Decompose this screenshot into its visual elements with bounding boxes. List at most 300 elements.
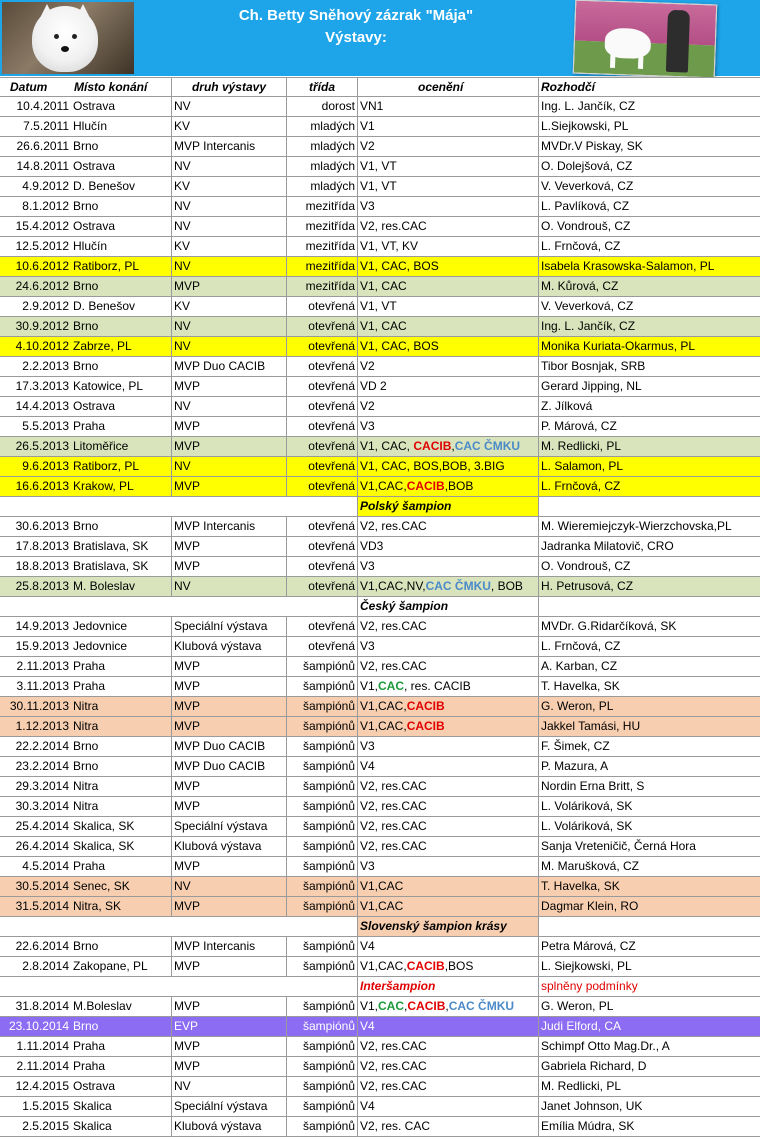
show-type-cell: MVP — [171, 957, 286, 976]
class-cell: šampiónů — [286, 1117, 357, 1136]
award-segment: CAC ČMKU — [425, 579, 491, 593]
date-cell: 2.9.2012 — [22, 299, 69, 313]
award-cell — [357, 117, 538, 136]
judge-cell: M. Marušková, CZ — [538, 857, 760, 876]
table-row — [0, 377, 760, 397]
table-row — [0, 417, 760, 437]
date-cell: 30.11.2013 — [9, 699, 69, 713]
award-segment: V2, res.CAC — [360, 799, 427, 813]
show-type-cell: NV — [171, 97, 286, 116]
award-cell — [357, 177, 538, 196]
show-type-cell: KV — [171, 237, 286, 256]
judge-cell: M. Redlicki, PL — [538, 437, 760, 456]
award-cell — [357, 957, 538, 976]
table-row — [0, 277, 760, 297]
place-cell: Brno — [73, 939, 99, 953]
date-cell: 29.3.2014 — [15, 779, 69, 793]
place-cell: Jedovnice — [73, 619, 128, 633]
title-achievement: Český šampion — [357, 597, 538, 616]
class-cell: šampiónů — [286, 697, 357, 716]
place-cell: Brno — [73, 1019, 99, 1033]
table-header-row — [0, 77, 760, 97]
class-cell: mezitřída — [286, 217, 357, 236]
title-row — [0, 597, 760, 617]
title-achievement: Interšampion — [357, 977, 538, 996]
judge-cell: V. Veverková, CZ — [538, 177, 760, 196]
show-type-cell: MVP — [171, 897, 286, 916]
award-segment: V2, res.CAC — [360, 1059, 427, 1073]
award-segment: V2 — [360, 139, 375, 153]
date-cell: 18.8.2013 — [15, 559, 69, 573]
judge-cell: L. Voláriková, SK — [538, 817, 760, 836]
class-cell: otevřená — [286, 337, 357, 356]
award-segment: , res. CACIB — [404, 679, 471, 693]
award-segment: V4 — [360, 939, 375, 953]
table-row — [0, 117, 760, 137]
header-show-type: druh výstavy — [171, 78, 286, 97]
judge-cell: M. Kůrová, CZ — [538, 277, 760, 296]
judge-cell: L. Voláriková, SK — [538, 797, 760, 816]
class-cell: otevřená — [286, 637, 357, 656]
judge-cell: P. Mazura, A — [538, 757, 760, 776]
table-row — [0, 137, 760, 157]
table-row — [0, 1097, 760, 1117]
date-cell: 2.2.2013 — [22, 359, 69, 373]
award-segment: V3 — [360, 739, 375, 753]
show-type-cell: KV — [171, 117, 286, 136]
table-row — [0, 957, 760, 977]
judge-cell: MVDr.V Piskay, SK — [538, 137, 760, 156]
award-cell — [357, 837, 538, 856]
judge-cell: L. Frnčová, CZ — [538, 477, 760, 496]
date-cell: 22.6.2014 — [15, 939, 69, 953]
class-cell: otevřená — [286, 377, 357, 396]
class-cell: dorost — [286, 97, 357, 116]
show-type-cell: Speciální výstava — [171, 617, 286, 636]
show-type-cell: NV — [171, 317, 286, 336]
award-cell — [357, 1037, 538, 1056]
show-type-cell: MVP — [171, 477, 286, 496]
award-segment: V2, res.CAC — [360, 1079, 427, 1093]
shows-table — [0, 77, 760, 1137]
show-type-cell: Klubová výstava — [171, 637, 286, 656]
show-type-cell: MVP — [171, 437, 286, 456]
place-cell: Brno — [73, 359, 99, 373]
place-cell: Ratiborz, PL — [73, 459, 140, 473]
class-cell: mezitřída — [286, 197, 357, 216]
award-cell — [357, 417, 538, 436]
judge-cell: L. Frnčová, CZ — [538, 237, 760, 256]
award-segment: CACIB — [406, 479, 445, 493]
table-row — [0, 297, 760, 317]
award-segment: V2, res.CAC — [360, 839, 427, 853]
date-cell: 14.4.2013 — [15, 399, 69, 413]
award-segment: V1, VT — [360, 179, 397, 193]
place-cell: M. Boleslav — [73, 579, 136, 593]
show-type-cell: MVP — [171, 697, 286, 716]
place-cell: Ratiborz, PL — [73, 259, 140, 273]
judge-cell: M. Wieremiejczyk-Wierzchovska,PL — [538, 517, 760, 536]
title-row — [0, 977, 760, 997]
date-cell: 25.4.2014 — [15, 819, 69, 833]
place-cell: Senec, SK — [73, 879, 130, 893]
judge-cell: Ing. L. Jančík, CZ — [538, 97, 760, 116]
place-cell: Nitra — [73, 779, 99, 793]
place-cell: Praha — [73, 659, 106, 673]
award-cell — [357, 537, 538, 556]
award-cell — [357, 337, 538, 356]
class-cell: šampiónů — [286, 857, 357, 876]
class-cell: otevřená — [286, 317, 357, 336]
show-type-cell: NV — [171, 877, 286, 896]
class-cell: šampiónů — [286, 937, 357, 956]
date-cell: 22.2.2014 — [15, 739, 69, 753]
table-row — [0, 357, 760, 377]
table-row — [0, 737, 760, 757]
award-segment: V4 — [360, 1019, 375, 1033]
dog-portrait-photo — [2, 2, 134, 74]
place-cell: Ostrava — [73, 99, 116, 113]
judge-cell: T. Havelka, SK — [538, 677, 760, 696]
date-cell: 2.11.2013 — [16, 659, 69, 673]
table-row — [0, 837, 760, 857]
award-segment: CACIB — [406, 959, 445, 973]
award-cell — [357, 157, 538, 176]
date-cell: 2.5.2015 — [22, 1119, 69, 1133]
show-type-cell: MVP — [171, 417, 286, 436]
award-cell — [357, 557, 538, 576]
show-type-cell: MVP Intercanis — [171, 517, 286, 536]
award-segment: , BOB — [490, 579, 523, 593]
award-cell — [357, 517, 538, 536]
award-cell — [357, 657, 538, 676]
date-cell: 5.5.2013 — [22, 419, 69, 433]
judge-cell: V. Veverková, CZ — [538, 297, 760, 316]
date-cell: 17.8.2013 — [15, 539, 69, 553]
award-cell — [357, 137, 538, 156]
award-segment: V1,CAC, — [360, 479, 407, 493]
award-segment: ,BOB — [444, 479, 474, 493]
class-cell: šampiónů — [286, 897, 357, 916]
table-row — [0, 477, 760, 497]
header-award: ocenění — [357, 78, 538, 97]
date-cell: 10.6.2012 — [15, 259, 69, 273]
date-cell: 7.5.2011 — [23, 119, 69, 133]
class-cell: šampiónů — [286, 1057, 357, 1076]
judge-cell: G. Weron, PL — [538, 697, 760, 716]
date-cell: 31.5.2014 — [15, 899, 69, 913]
award-segment: V3 — [360, 559, 375, 573]
award-cell — [357, 777, 538, 796]
class-cell: mezitřída — [286, 257, 357, 276]
award-segment: V1,CAC,NV, — [360, 579, 426, 593]
award-segment: V2, res.CAC — [360, 659, 427, 673]
title-achievement: Slovenský šampion krásy — [357, 917, 538, 936]
award-segment: V4 — [360, 1099, 375, 1113]
award-cell — [357, 397, 538, 416]
award-segment: CAC ČMKU — [448, 999, 515, 1013]
award-cell — [357, 817, 538, 836]
class-cell: šampiónů — [286, 837, 357, 856]
award-segment: V1,CAC — [360, 899, 404, 913]
place-cell: Praha — [73, 1059, 106, 1073]
page-subtitle: Výstavy: — [325, 29, 387, 46]
award-cell — [357, 757, 538, 776]
award-segment: CAC — [378, 999, 405, 1013]
title-note — [538, 597, 760, 616]
table-row — [0, 337, 760, 357]
show-type-cell: MVP Intercanis — [171, 137, 286, 156]
table-row — [0, 537, 760, 557]
award-cell — [357, 457, 538, 476]
table-row — [0, 997, 760, 1017]
date-cell: 23.10.2014 — [8, 1019, 69, 1033]
class-cell: otevřená — [286, 577, 357, 596]
date-cell: 17.3.2013 — [15, 379, 69, 393]
award-cell — [357, 97, 538, 116]
award-segment: V1, CAC — [360, 279, 407, 293]
place-cell: Hlučín — [73, 119, 108, 133]
award-segment: V3 — [360, 639, 375, 653]
award-cell — [357, 717, 538, 736]
show-type-cell: Klubová výstava — [171, 1117, 286, 1136]
table-row — [0, 1117, 760, 1137]
award-segment: CACIB — [413, 439, 452, 453]
title-achievement: Polský šampion — [357, 497, 538, 516]
award-segment: V3 — [360, 859, 375, 873]
date-cell: 31.8.2014 — [15, 999, 69, 1013]
show-type-cell: NV — [171, 1077, 286, 1096]
show-type-cell: MVP — [171, 797, 286, 816]
award-cell — [357, 877, 538, 896]
table-body — [0, 97, 760, 1137]
judge-cell: Tibor Bosnjak, SRB — [538, 357, 760, 376]
award-cell — [357, 317, 538, 336]
place-cell: Ostrava — [73, 399, 116, 413]
judge-cell: A. Karban, CZ — [538, 657, 760, 676]
class-cell: otevřená — [286, 297, 357, 316]
place-cell: Ostrava — [73, 159, 116, 173]
award-cell — [357, 297, 538, 316]
award-segment: V2, res.CAC — [360, 619, 427, 633]
show-type-cell: MVP — [171, 537, 286, 556]
place-cell: Nitra — [73, 799, 99, 813]
place-cell: Jedovnice — [73, 639, 128, 653]
award-cell — [357, 1117, 538, 1136]
class-cell: otevřená — [286, 397, 357, 416]
show-type-cell: NV — [171, 577, 286, 596]
place-cell: Litoměřice — [73, 439, 129, 453]
table-row — [0, 397, 760, 417]
award-cell — [357, 617, 538, 636]
show-type-cell: MVP — [171, 377, 286, 396]
judge-cell: L. Salamon, PL — [538, 457, 760, 476]
class-cell: mladých — [286, 117, 357, 136]
class-cell: šampiónů — [286, 677, 357, 696]
class-cell: mladých — [286, 157, 357, 176]
award-segment: CAC ČMKU — [454, 439, 521, 453]
show-type-cell: MVP — [171, 1057, 286, 1076]
place-cell: Brno — [73, 759, 99, 773]
place-cell: Ostrava — [73, 219, 116, 233]
header-banner — [0, 0, 760, 76]
title-row — [0, 917, 760, 937]
place-cell: D. Benešov — [73, 299, 136, 313]
judge-cell: Judi Elford, CA — [538, 1017, 760, 1036]
table-row — [0, 217, 760, 237]
table-row — [0, 457, 760, 477]
table-row — [0, 317, 760, 337]
award-cell — [357, 857, 538, 876]
class-cell: šampiónů — [286, 1097, 357, 1116]
place-cell: Brno — [73, 279, 99, 293]
place-cell: Brno — [73, 139, 99, 153]
award-cell — [357, 797, 538, 816]
judge-cell: L.Siejkowski, PL — [538, 117, 760, 136]
award-cell — [357, 1077, 538, 1096]
place-cell: Skalica — [73, 1119, 112, 1133]
show-type-cell: MVP Intercanis — [171, 937, 286, 956]
show-type-cell: Klubová výstava — [171, 837, 286, 856]
award-cell — [357, 477, 538, 496]
table-row — [0, 817, 760, 837]
award-cell — [357, 357, 538, 376]
judge-cell: F. Šimek, CZ — [538, 737, 760, 756]
show-type-cell: MVP — [171, 777, 286, 796]
table-row — [0, 777, 760, 797]
place-cell: M.Boleslav — [73, 999, 132, 1013]
table-row — [0, 97, 760, 117]
award-segment: V2 — [360, 399, 375, 413]
date-cell: 30.5.2014 — [15, 879, 69, 893]
judge-cell: T. Havelka, SK — [538, 877, 760, 896]
class-cell: otevřená — [286, 477, 357, 496]
award-segment: V1, VT — [360, 159, 397, 173]
award-segment: V3 — [360, 199, 375, 213]
table-row — [0, 437, 760, 457]
judge-cell: G. Weron, PL — [538, 997, 760, 1016]
judge-cell: Janet Johnson, UK — [538, 1097, 760, 1116]
award-segment: CAC — [378, 679, 405, 693]
judge-cell: M. Redlicki, PL — [538, 1077, 760, 1096]
award-segment: V4 — [360, 759, 375, 773]
date-cell: 9.6.2013 — [22, 459, 69, 473]
judge-cell: MVDr. G.Ridarčíková, SK — [538, 617, 760, 636]
award-segment: , — [404, 999, 408, 1013]
date-cell: 14.8.2011 — [16, 159, 69, 173]
award-segment: V2, res. CAC — [360, 1119, 431, 1133]
class-cell: mezitřída — [286, 237, 357, 256]
award-cell — [357, 1097, 538, 1116]
table-row — [0, 757, 760, 777]
date-cell: 4.9.2012 — [22, 179, 69, 193]
award-segment: V2, res.CAC — [360, 819, 427, 833]
award-segment: CACIB — [407, 999, 446, 1013]
judge-cell: Emília Múdra, SK — [538, 1117, 760, 1136]
class-cell: otevřená — [286, 457, 357, 476]
class-cell: mladých — [286, 177, 357, 196]
table-row — [0, 937, 760, 957]
place-cell: Skalica, SK — [73, 839, 135, 853]
class-cell: mezitřída — [286, 277, 357, 296]
place-cell: Bratislava, SK — [73, 539, 149, 553]
judge-cell: H. Petrusová, CZ — [538, 577, 760, 596]
place-cell: D. Benešov — [73, 179, 136, 193]
show-type-cell: MVP Duo CACIB — [171, 737, 286, 756]
award-segment: V1, VT, KV — [360, 239, 419, 253]
judge-cell: Sanja Vreteničič, Černá Hora — [538, 837, 760, 856]
place-cell: Praha — [73, 679, 106, 693]
award-segment: V1, VT — [360, 299, 397, 313]
class-cell: otevřená — [286, 417, 357, 436]
award-segment: V1, CAC, BOS,BOB, 3.BIG — [360, 459, 505, 473]
judge-cell: Gerard Jipping, NL — [538, 377, 760, 396]
award-segment: V1, CAC, BOS — [360, 339, 439, 353]
date-cell: 12.5.2012 — [15, 239, 69, 253]
award-cell — [357, 237, 538, 256]
date-cell: 1.11.2014 — [16, 1039, 69, 1053]
show-type-cell: MVP — [171, 657, 286, 676]
judge-cell: Ing. L. Jančík, CZ — [538, 317, 760, 336]
judge-cell: Monika Kuriata-Okarmus, PL — [538, 337, 760, 356]
date-cell: 26.4.2014 — [15, 839, 69, 853]
award-segment: CACIB — [406, 699, 445, 713]
award-segment: V1,CAC, — [360, 699, 407, 713]
class-cell: šampiónů — [286, 817, 357, 836]
title-row — [0, 497, 760, 517]
judge-cell: L. Frnčová, CZ — [538, 637, 760, 656]
place-cell: Nitra, SK — [73, 899, 122, 913]
table-row — [0, 577, 760, 597]
title-note: splněny podmínky — [538, 977, 760, 996]
page-title: Ch. Betty Sněhový zázrak "Mája" — [238, 7, 474, 24]
table-row — [0, 877, 760, 897]
show-type-cell: NV — [171, 257, 286, 276]
judge-cell: Isabela Krasowska-Salamon, PL — [538, 257, 760, 276]
table-row — [0, 1017, 760, 1037]
award-segment: VN1 — [360, 99, 384, 113]
place-cell: Brno — [73, 519, 99, 533]
class-cell: otevřená — [286, 537, 357, 556]
header-judge: Rozhodčí — [538, 78, 760, 97]
judge-cell: Schimpf Otto Mag.Dr., A — [538, 1037, 760, 1056]
award-segment: V2 — [360, 359, 375, 373]
date-cell: 10.4.2011 — [16, 99, 69, 113]
table-row — [0, 617, 760, 637]
show-type-cell: NV — [171, 457, 286, 476]
title-note — [538, 497, 760, 516]
award-cell — [357, 577, 538, 596]
date-cell: 3.11.2013 — [16, 679, 69, 693]
table-row — [0, 1057, 760, 1077]
place-cell: Ostrava — [73, 1079, 116, 1093]
judge-cell: O. Vondrouš, CZ — [538, 557, 760, 576]
award-segment: VD 2 — [360, 379, 387, 393]
award-cell — [357, 937, 538, 956]
date-cell: 15.9.2013 — [15, 639, 69, 653]
class-cell: šampiónů — [286, 1037, 357, 1056]
date-cell: 30.3.2014 — [15, 799, 69, 813]
show-type-cell: MVP — [171, 1037, 286, 1056]
award-segment: , — [451, 439, 455, 453]
class-cell: otevřená — [286, 517, 357, 536]
show-type-cell: KV — [171, 177, 286, 196]
show-type-cell: MVP — [171, 857, 286, 876]
judge-cell: Dagmar Klein, RO — [538, 897, 760, 916]
show-type-cell: NV — [171, 197, 286, 216]
judge-cell: L. Pavlíková, CZ — [538, 197, 760, 216]
place-cell: Katowice, PL — [73, 379, 144, 393]
